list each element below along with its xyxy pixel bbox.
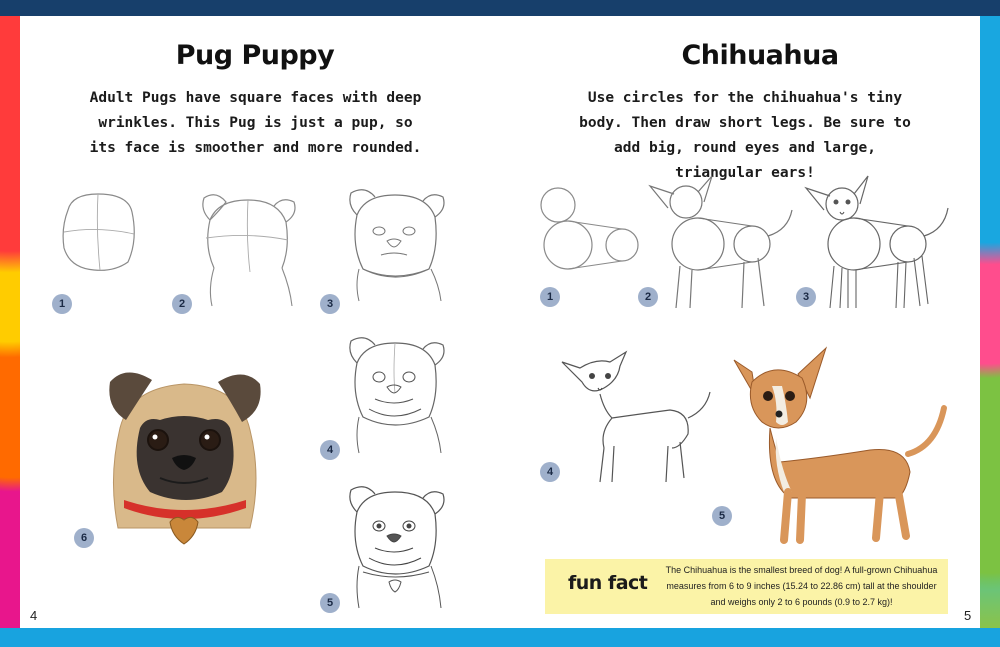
pug-step-badge-4: 4 [320,440,340,460]
fun-fact-box [545,559,948,614]
chihuahua-sketch-step-1 [538,183,642,273]
chihuahua-sketch-step-3 [802,172,952,312]
chihuahua-step-badge-4: 4 [540,462,560,482]
pug-intro: Adult Pugs have square faces with deep wrinkles. This Pug is just a pup, so its face is smoother and more rounded. [89,90,422,156]
pug-sketch-step-5 [345,482,447,610]
chihuahua-sketch-step-2 [646,172,796,312]
chihuahua-step-badge-5: 5 [712,506,732,526]
pug-sketch-step-3 [345,185,447,303]
pug-sketch-step-2 [198,188,298,308]
pug-step-badge-6: 6 [74,528,94,548]
pug-step-badge-3: 3 [320,294,340,314]
top-color-bar [0,0,1000,16]
page-number-right: 5 [964,608,972,623]
pug-step-badge-1: 1 [52,294,72,314]
pug-step-badge-5: 5 [320,593,340,613]
bottom-color-bar [0,628,1000,647]
chihuahua-step-badge-2: 2 [638,287,658,307]
pug-step-badge-2: 2 [172,294,192,314]
pug-colored-illustration [100,358,270,550]
chihuahua-step-badge-1: 1 [540,287,560,307]
fun-fact-label: fun fact [568,572,648,594]
fun-fact-text: The Chihuahua is the smallest breed of dog! A full-grown Chihuahua measures from 6 to 9 inches (15.24 to 22.86 cm) tall at the shoulder and weighs only 2 to 6 pounds (0.9 to 2.7 kg)! [665,565,938,607]
right-decorative-border [980,16,1000,628]
chihuahua-step-badge-3: 3 [796,287,816,307]
pug-sketch-step-4 [345,333,447,455]
pug-sketch-step-1 [58,190,138,275]
chihuahua-colored-illustration [730,342,950,547]
chihuahua-sketch-step-4 [560,348,715,488]
left-decorative-border [0,16,20,628]
chihuahua-intro: Use circles for the chihuahua's tiny body. Then draw short legs. Be sure to add big, round eyes and large, triangular ears! [579,90,911,181]
chihuahua-title: Chihuahua [681,40,839,71]
page-number-left: 4 [30,608,38,623]
pug-title: Pug Puppy [175,40,335,71]
